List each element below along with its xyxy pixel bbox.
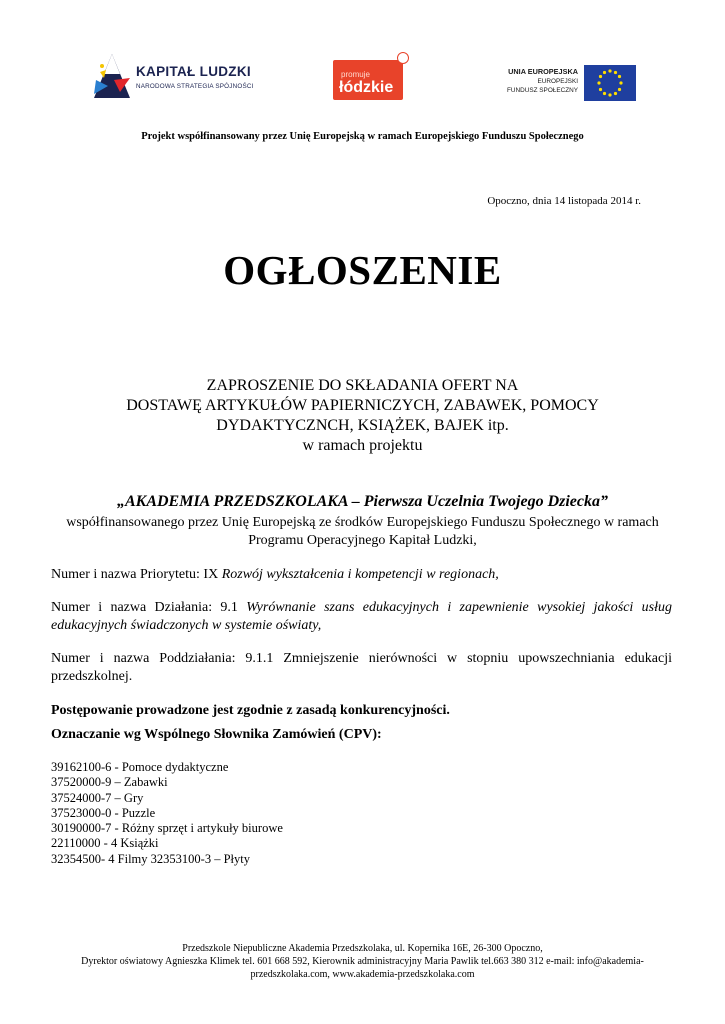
action-label: Numer i nazwa Działania: 9.1 [51,600,247,615]
eu-stars-icon [584,65,636,101]
place-date: Opoczno, dnia 14 listopada 2014 r. [487,195,641,207]
eu-line-1: UNIA EUROPEJSKA [508,67,578,76]
cpv-item: 39162100-6 - Pomoce dydaktyczne [51,760,229,774]
eu-line-3: FUNDUSZ SPOŁECZNY [506,87,578,94]
priority-paragraph [51,566,672,584]
lodzkie-logo-box [333,60,403,100]
footer-line-3: przedszkolaka.com, www.akademia-przedszkolaka.com [250,969,475,981]
invitation-line-4: w ramach projektu [302,437,423,454]
lodzkie-small-text: promuje [341,70,370,79]
cofinanced-line-2: Programu Operacyjnego Kapitał Ludzki, [248,533,477,548]
kapital-ludzki-title: KAPITAŁ LUDZKI [136,64,251,79]
kapital-ludzki-emblem-icon [90,50,134,102]
eu-flag-icon [584,65,636,101]
cpv-item: 37520000-9 – Zabawki [51,775,168,790]
action-value: Wyrównanie szans edukacyjnych i zapewnienie wysokiej jakości usług edukacyjnych świadczonych w systemie oświaty, [51,600,673,633]
cofinanced-text [40,514,685,550]
cofinanced-line-1: współfinansowanego przez Unię Europejską ze środków Europejskiego Funduszu Społecznego w ramach [66,515,659,530]
project-name: „AKADEMIA PRZEDSZKOLAKA – Pierwsza Uczelnia Twojego Dziecka” [116,493,608,510]
footer-line-1: Przedszkole Niepubliczne Akademia Przedszkolaka, ul. Kopernika 16E, 26-300 Opoczno, [182,943,543,954]
eu-logo [500,64,636,104]
invitation-line-3: DYDAKTYCZNCH, KSIĄŻEK, BAJEK itp. [216,417,509,434]
invitation-block [0,376,725,456]
cpv-item: 37524000-7 – Gry [51,790,144,805]
cpv-item: 22110000 - 4 Książki [51,836,159,851]
footer-line-2: Dyrektor oświatowy Agnieszka Klimek tel. 601 668 592, Kierownik administracyjny Maria Pawlik tel.663 380 312 e-mail: info@akademia- [81,956,644,968]
footer [0,942,725,982]
invitation-line-1: ZAPROSZENIE DO SKŁADANIA OFERT NA [206,377,519,394]
action-paragraph [51,599,672,635]
priority-label: Numer i nazwa Priorytetu: IX [51,567,222,582]
invitation-line-2: DOSTAWĘ ARTYKUŁÓW PAPIERNICZYCH, ZABAWEK, POMOCY [126,397,599,414]
cpv-heading: Oznaczanie wg Wspólnego Słownika Zamówień (CPV): [51,727,382,742]
lodzkie-big-text: łódzkie [339,79,394,96]
cpv-item: 30190000-7 - Różny sprzęt i artykuły biurowe [51,821,283,836]
lodzkie-badge-icon [397,52,409,64]
kapital-ludzki-logo [90,50,280,102]
cpv-item: 37523000-0 - Puzzle [51,805,156,820]
eu-line-2: EUROPEJSKI [537,78,578,85]
competition-statement: Postępowanie prowadzone jest zgodnie z zasadą konkurencyjności. [51,703,450,718]
page-title: OGŁOSZENIE [223,247,502,293]
cpv-item: 32354500- 4 Filmy 32353100-3 – Płyty [51,851,250,866]
cpv-list [51,760,283,867]
cofinance-note: Projekt współfinansowany przez Unię Europejską w ramach Europejskiego Funduszu Społecznego [141,131,584,142]
priority-value: Rozwój wykształcenia i kompetencji w regionach, [221,567,499,582]
subaction-paragraph: Numer i nazwa Poddziałania: 9.1.1 Zmniejszenie nierówności w stopniu upowszechniania edukacji przedszkolnej. [51,651,672,684]
kapital-ludzki-subtitle: NARODOWA STRATEGIA SPÓJNOŚCI [136,83,254,90]
lodzkie-logo [333,52,409,100]
